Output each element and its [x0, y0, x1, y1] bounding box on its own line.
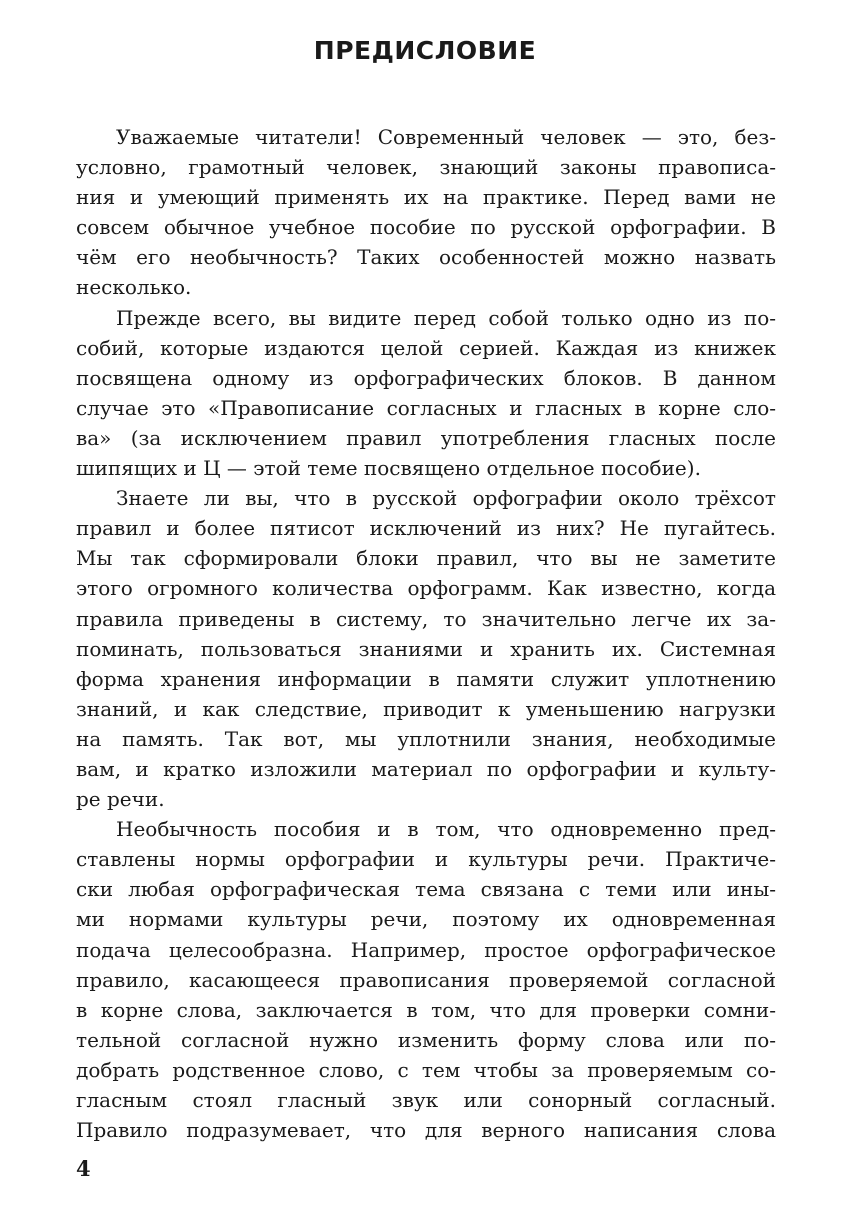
- text-line: поминать, пользоваться знаниями и хранить их. Системная: [76, 636, 776, 661]
- text-line: ре речи.: [76, 787, 165, 812]
- text-line: посвящена одному из орфографических блоков. В данном: [76, 365, 776, 390]
- text-line: несколько.: [76, 275, 192, 300]
- text-line: добрать родственное слово, с тем чтобы за проверяемым со-: [76, 1057, 776, 1082]
- text-line: правил и более пятисот исключений из них? Не пугайтесь.: [76, 516, 776, 541]
- text-line: правило, касающееся правописания проверяемой согласной: [76, 967, 776, 992]
- paragraph: [76, 303, 776, 484]
- text-line: подача целесообразна. Например, простое орфографическое: [76, 937, 776, 962]
- page-number: 4: [76, 1156, 91, 1181]
- text-line: вам, и кратко изложили материал по орфографии и культу-: [76, 756, 776, 781]
- text-line: Правило подразумевает, что для верного написания слова: [76, 1118, 776, 1143]
- text-line: Уважаемые читатели! Современный человек — это, без-: [116, 125, 776, 149]
- text-line: совсем обычное учебное пособие по русской орфографии. В: [76, 215, 776, 240]
- body-text: [76, 122, 776, 1145]
- text-line: Прежде всего, вы видите перед собой только одно из по-: [116, 305, 776, 330]
- text-line: тельной согласной нужно изменить форму слова или по-: [76, 1027, 776, 1052]
- text-line: собий, которые издаются целой серией. Каждая из книжек: [76, 335, 776, 360]
- text-line: этого огромного количества орфограмм. Как известно, когда: [76, 576, 776, 601]
- paragraph: [76, 122, 776, 303]
- text-line: случае это «Правописание согласных и гласных в корне сло-: [76, 395, 776, 420]
- text-line: условно, грамотный человек, знающий законы правописа-: [76, 155, 776, 180]
- text-line: в корне слова, заключается в том, что для проверки сомни-: [76, 997, 776, 1022]
- text-line: Знаете ли вы, что в русской орфографии около трёхсот: [116, 486, 776, 511]
- text-line: чём его необычность? Таких особенностей можно назвать: [76, 245, 776, 270]
- paragraph: [76, 814, 776, 1145]
- text-line: ва» (за исключением правил употребления гласных после: [76, 425, 776, 450]
- text-line: ния и умеющий применять их на практике. Перед вами не: [76, 185, 776, 210]
- text-line: гласным стоял гласный звук или сонорный согласный.: [76, 1088, 776, 1112]
- text-line: ми нормами культуры речи, поэтому их одновременная: [76, 907, 776, 932]
- text-line: знаний, и как следствие, приводит к уменьшению нагрузки: [76, 696, 776, 721]
- text-line: Необычность пособия и в том, что одновременно пред-: [116, 817, 776, 842]
- text-line: ставлены нормы орфографии и культуры речи. Практиче-: [76, 847, 776, 872]
- text-line: правила приведены в систему, то значительно легче их за-: [76, 606, 776, 631]
- text-line: шипящих и Ц — этой теме посвящено отдельное пособие).: [76, 456, 701, 481]
- text-line: Мы так сформировали блоки правил, что вы не заметите: [76, 546, 776, 571]
- text-line: ски любая орфографическая тема связана с теми или ины-: [76, 877, 776, 902]
- text-line: на память. Так вот, мы уплотнили знания, необходимые: [76, 726, 776, 751]
- paragraph: [76, 483, 776, 814]
- text-line: форма хранения информации в памяти служит уплотнению: [76, 666, 776, 691]
- page-title: ПРЕДИСЛОВИЕ: [313, 36, 537, 65]
